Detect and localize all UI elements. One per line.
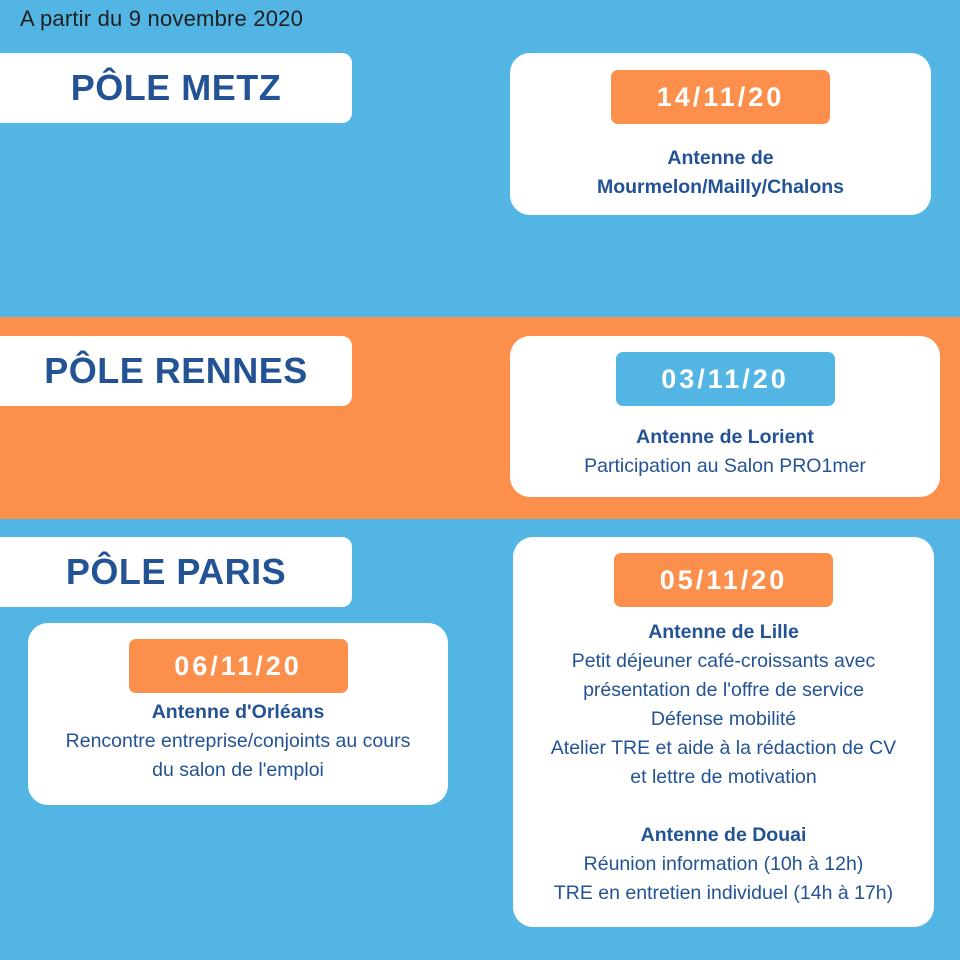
douai-line: TRE en entretien individuel (14h à 17h) [553,882,894,904]
orleans-event-card [28,623,448,805]
lille-line: Défense mobilité [650,708,797,730]
rennes-description: Participation au Salon PRO1mer [584,455,866,477]
orleans-antenne: Antenne d'Orléans [151,701,325,723]
lille-antenne: Antenne de Lille [648,621,799,643]
douai-line: Réunion information (10h à 12h) [583,853,864,875]
lille-line: présentation de l'offre de service [583,679,864,701]
pole-paris-title: PÔLE PARIS [0,537,352,607]
start-date-note: A partir du 9 novembre 2020 [20,6,304,31]
lille-line: et lettre de motivation [630,766,817,788]
spacer [513,792,934,821]
rennes-event-card [510,336,940,497]
rennes-event-date: 03/11/20 [616,352,835,406]
douai-antenne: Antenne de Douai [640,824,807,846]
lille-douai-event-card [513,537,934,927]
metz-event-date: 14/11/20 [611,70,830,124]
pole-rennes-title: PÔLE RENNES [0,336,352,406]
pole-metz-title: PÔLE METZ [0,53,352,123]
metz-antenne-line1: Antenne de [667,147,774,169]
orleans-event-date: 06/11/20 [129,639,348,693]
lille-line: Atelier TRE et aide à la rédaction de CV [550,737,897,759]
orleans-line: du salon de l'emploi [152,759,324,781]
metz-antenne-line2: Mourmelon/Mailly/Chalons [596,176,845,198]
rennes-antenne: Antenne de Lorient [636,426,814,448]
lille-line: Petit déjeuner café-croissants avec [571,650,876,672]
metz-event-card [510,53,931,215]
lille-event-date: 05/11/20 [614,553,833,607]
orleans-line: Rencontre entreprise/conjoints au cours [65,730,411,752]
